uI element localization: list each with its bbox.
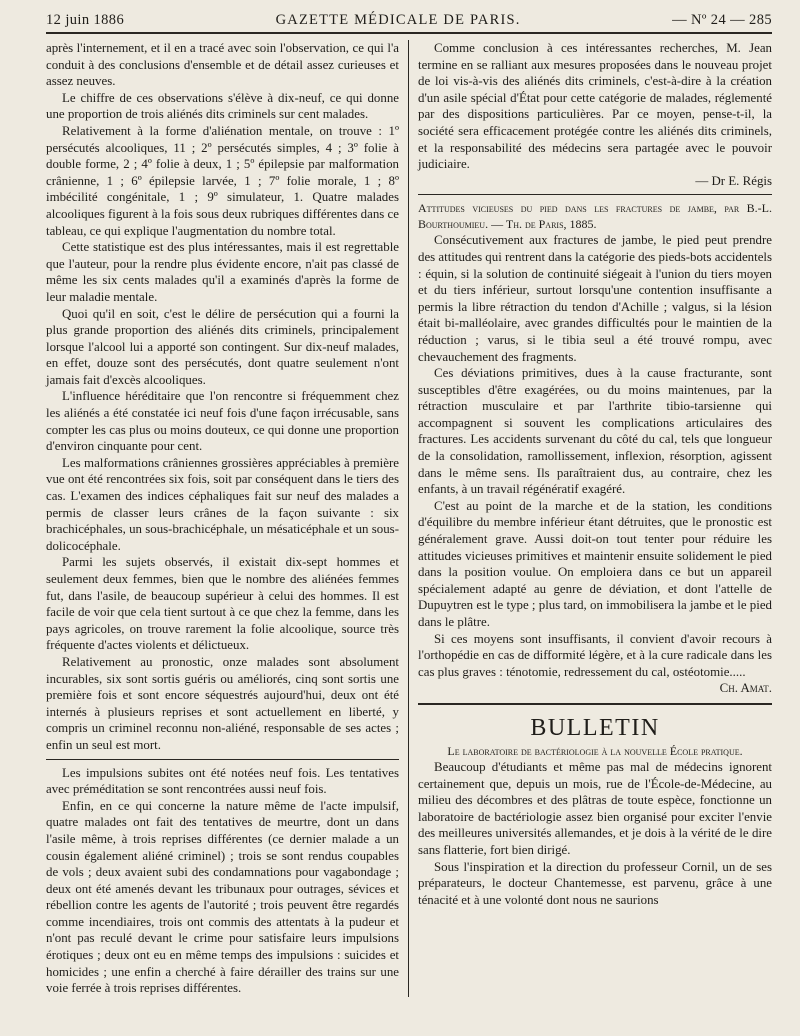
paragraph: Quoi qu'il en soit, c'est le délire de persécution qui a fourni la plus grande proportion des aliénés dits criminels, principalement lorsque l'alcool lui a apporté son contingent. Sur dix-neuf malades, en effet, douze sont des persécutés, dont quatre seulement n'ont jamais fait d'excès alcooliques. [46,306,399,387]
section-divider [418,194,772,195]
right-column [409,40,772,997]
paragraph: Enfin, en ce qui concerne la nature même de l'acte impulsif, quatre malades ont fait des tentatives de meurtre, dont un dans l'asile même, à trois reprises différentes (ce dernier malade a un cousin également aliéné criminel) ; trois se sont rendus coupables de vols ; deux avaient subi des condamnations pour vagabondage ; deux ont été amenés devant les tribunaux pour outrages, sévices et rébellion contre les agents de l'autorité ; trois peuvent être regardés comme incendiaires, trois ont commis des attentats à la pudeur et n'ont pas reculé devant le crime pour satisfaire leurs impulsions érotiques ; deux ont eu en même temps des impulsions : suicides et homicides ; une enfin a cherché à faire dérailler des trains sur une voie ferrée à trois reprises différentes. [46,798,399,996]
paragraph: Beaucoup d'étudiants et même pas mal de médecins ignorent certainement que, depuis un mois, rue de l'École-de-Médecine, au milieu des décombres et des plâtras de toute espèce, fonctionne un laboratoire de bactériologie assez bien organisé pour exciter l'envie des meilleures universités allemandes, et je dois à la vérité de le dire sans flatterie, fort bien dirigé. [418,759,772,857]
paragraph: Consécutivement aux fractures de jambe, le pied peut prendre des attitudes qui rentrent dans la catégorie des pieds-bots accidentels : équin, si la solution de continuité siégeait à l'union du tiers moyen et du tiers inférieur, surtout lorsqu'une contention insuffisante a permis la libre rétraction du tendon d'Achille ; valgus, si la lésion était bi-malléolaire, avec grandes difficultés pour le maintien de la réduction ; varus, si le tibia seul a été trouvé rompu, avec chevauchement des fragments. [418,233,773,364]
paragraph: C'est au point de la marche et de la station, les conditions d'équilibre du membre inférieur étant détruites, que le pronostic est généralement grave. Aussi doit-on tout tenter pour réduire les attitudes vicieuses primitives et maintenir ensuite solidement le pied dans la position voulue. On emploiera dans ce but un appareil spécialement adapté au genre de déviation, et dont l'attelle de Dupuytren est le type ; plus tard, on immobilisera la jambe et le pied dans le plâtre. [418,498,772,629]
page-header [46,12,772,34]
paragraph: Comme conclusion à ces intéressantes recherches, M. Jean termine en se ralliant aux mesures proposées dans le nouveau projet de loi vis-à-vis des aliénés dits criminels, c'est-à-dire à la création d'un asile spécial d'État pour cette catégorie de malades, réglementé par des dispositions particulières. Par ce moyen, pense-t-il, la société sera efficacement protégée contre les aliénés dits criminels, et la responsabilité des médecins sera partagée avec le pouvoir judiciaire. [418,41,772,172]
paragraph: Relativement au pronostic, onze malades sont absolument incurables, six sont sortis guéris ou améliorés, cinq sont sortis une première fois et sont encore séquestrés aujourd'hui, deux ont été internés à plusieurs reprises et sont actuellement en liberté, y compris un criminel reconnu non-aliéné, responsable de ses actes ; enfin un seul est mort. [46,654,399,752]
paragraph: Parmi les sujets observés, il existait dix-sept hommes et seulement deux femmes, bien que le nombre des aliénées femmes fut, dans l'asile, de beaucoup supérieur à celui des hommes. Il est facile de voir que cela tient surtout à ce que chez la femme, dans les pays agricoles, on trouve rarement la folie alcoolique, source très fréquente d'actes violents et délictueux. [46,555,399,653]
article-title: Attitudes vicieuses du pied dans les fractures de jambe, par B.-L. Bourthoumieu. — Th. de Paris, 1885. [418,201,772,232]
bulletin-subtitle: Le laboratoire de bactériologie à la nouvelle École pratique. [447,743,743,758]
paragraph: Relativement à la forme d'aliénation mentale, on trouve : 1º persécutés alcooliques, 11 ; 2º persécutés simples, 4 ; 3º folie à double forme, 2 ; 4º folie à deux, 1 ; 5º épilepsie par malformation crânienne, 1 ; 6º épilepsie larvée, 1 ; 7º folie morale, 1 ; 8º imbécilité congénitale, 1 ; 9º simulateur, 1. Quatre malades alcooliques figurent à la fois sous deux rubriques différentes dans ce tableau, ce qui explique l'augmentation du nombre total. [46,123,399,238]
paragraph: Les impulsions subites ont été notées neuf fois. Les tentatives avec préméditation se sont rencontrées aussi neuf fois. [46,765,399,797]
paragraph: Si ces moyens sont insuffisants, il convient d'avoir recours à l'orthopédie en cas de difformité légère, et à la cure radicale dans les cas plus graves : ténotomie, redressement du cal, ostéotomie..... [418,631,772,679]
paragraph: après l'internement, et il en a tracé avec soin l'observation, ce qui l'a conduit à des conclusions d'ensemble et de détail assez curieuses et assez neuves. [46,41,399,89]
left-column [46,40,409,997]
header-issue-page: — Nº 24 — 285 [672,12,772,28]
paragraph: Cette statistique est des plus intéressantes, mais il est regrettable que l'auteur, pour la rendre plus évidente encore, n'ait pas classé de même les six cents malades qu'il a examinés d'après la forme de leur maladie mentale. [46,240,399,304]
paragraph: Le chiffre de ces observations s'élève à dix-neuf, ce qui donne une proportion de trois aliénés dits criminels sur cent malades. [46,90,399,122]
two-column-body [46,40,772,997]
header-title: GAZETTE MÉDICALE DE PARIS. [275,12,521,28]
section-divider [418,703,772,705]
section-divider [46,759,399,760]
paragraph: Ces déviations primitives, dues à la cause fracturante, sont susceptibles d'être exagérées, ou du moins maintenues, par la rétraction musculaire et par l'arthrite tibio-tarsienne qui accompagnent si souvent les complications articulaires des fractures. Les accidents survenant du côté du cal, tels que longueur de la consolidation, ramollissement, inflexion, résorption, agissent dans le même sens. Ils paraîtraient dus, au contraire, chez les enfants, à un travail régénératif exagéré. [418,366,772,497]
article-signature: — Dr E. Régis [695,173,772,188]
paragraph: Les malformations crâniennes grossières appréciables à première vue ont été rencontrées six fois, soit par conséquent dans le tiers des cas. L'examen des indices céphaliques fait sur neuf des malades a permis de classer leurs crânes de la façon suivante : six brachicéphales, un sous-brachicéphale, un mésaticéphale et un sous-dolicocéphale. [46,455,399,553]
header-date: 12 juin 1886 [46,12,125,28]
bulletin-heading: BULLETIN [530,714,660,741]
article-signature: Ch. Amat. [719,681,772,696]
paragraph: L'influence héréditaire que l'on rencontre si fréquemment chez les aliénés a été constatée ici neuf fois d'une façon irrécusable, sans compter les cas plus ou moins douteux, ce qui donne une proportion d'environ cinquante pour cent. [46,389,399,454]
paragraph: Sous l'inspiration et la direction du professeur Cornil, un de ses préparateurs, le docteur Chantemesse, est parvenu, grâce à une ténacité et à une volonté dont nous ne saurions [418,859,772,907]
